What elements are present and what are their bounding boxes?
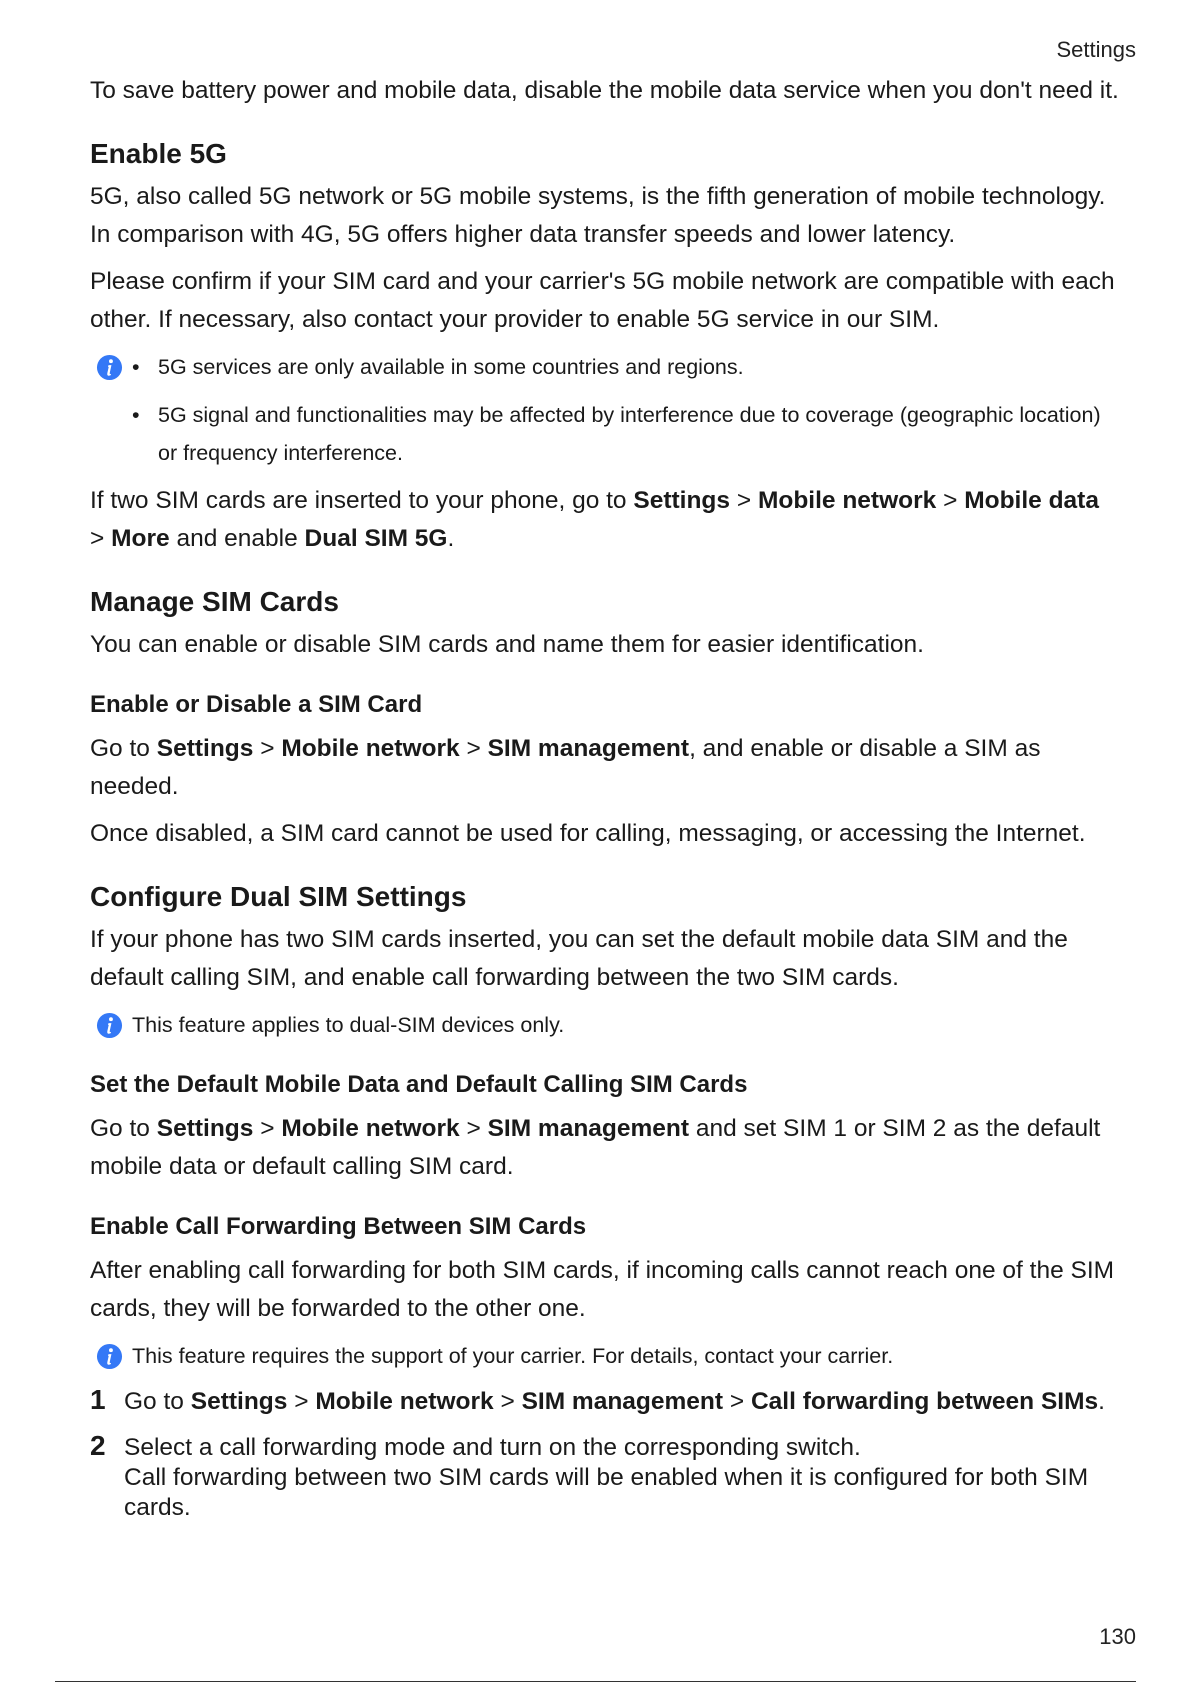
call-forwarding-heading: Enable Call Forwarding Between SIM Cards [90,1213,587,1240]
intro-paragraph: To save battery power and mobile data, disable the mobile data service when you don't need it. [90,77,1119,104]
ui-path-more: More [111,525,170,552]
list-item [128,396,1120,472]
list-item [128,348,1120,386]
step-number: 1 [90,1384,106,1415]
step-2 [90,1430,1120,1523]
path-separator: > [459,1115,488,1142]
ui-path-mobile-network: Mobile network [757,487,937,514]
footer-divider [55,1681,1136,1682]
path-separator: > [723,1388,751,1415]
carrier-note [90,1337,1120,1375]
ui-path-settings: Settings [190,1388,288,1415]
ui-path-sim-management: SIM management [487,1115,690,1142]
ui-path-dual-sim-5g: Dual SIM 5G [304,525,448,552]
text-run: . [447,525,455,552]
text-run: If two SIM cards are inserted to your phone, go to [90,487,634,514]
text-run: Go to [124,1388,191,1415]
bullet-icon: • [132,403,140,427]
manage-sim-paragraph-1: You can enable or disable SIM cards and name them for easier identification. [90,631,924,658]
running-header: Settings [1056,37,1136,62]
ui-path-mobile-network: Mobile network [281,1115,460,1142]
ui-path-mobile-data: Mobile data [964,487,1099,514]
path-separator: > [459,735,488,762]
page-content [90,72,1120,1539]
default-sim-heading: Set the Default Mobile Data and Default Calling SIM Cards [90,1071,748,1098]
enable-5g-paragraph-2: Please confirm if your SIM card and your carrier's 5G mobile network are compatible with each other. If necessary, also contact your provider to enable 5G service in our SIM. [90,268,1115,333]
note-item-text: 5G services are only available in some countries and regions. [158,355,744,379]
ui-path-settings: Settings [633,487,731,514]
note-text: This feature applies to dual-SIM devices only. [132,1013,565,1037]
ui-path-mobile-network: Mobile network [281,735,460,762]
text-run: and enable [169,525,305,552]
step-text: Select a call forwarding mode and turn on the corresponding switch. [124,1434,861,1461]
ui-path-settings: Settings [156,735,254,762]
steps-list [90,1384,1120,1523]
step-1 [90,1384,1120,1417]
manage-sim-paragraph-3: Once disabled, a SIM card cannot be used for calling, messaging, or accessing the Internet. [90,820,1086,847]
step-number: 2 [90,1430,106,1461]
default-sim-paragraph [90,1110,1120,1186]
dual-sim-paragraph-1: If your phone has two SIM cards inserted, you can set the default mobile data SIM and the default calling SIM, and enable call forwarding between the two SIM cards. [90,926,1068,991]
note-text: This feature requires the support of your carrier. For details, contact your carrier. [132,1344,894,1368]
enable-5g-note-list [90,348,1120,472]
page-number: 130 [1099,1624,1136,1649]
ui-path-settings: Settings [156,1115,254,1142]
enable-disable-sim-paragraph [90,730,1120,806]
text-run: . [1098,1388,1105,1415]
manage-sim-heading: Manage SIM Cards [90,586,339,617]
info-icon [96,1343,123,1370]
text-run: and set SIM 1 or SIM 2 as the default mobile data or default calling SIM card. [90,1115,1101,1180]
dual-sim-note [90,1006,1120,1044]
enable-5g-heading: Enable 5G [90,138,227,169]
note-item-text: 5G signal and functionalities may be affected by interference due to coverage (geographic location) or frequency interference. [158,403,1101,465]
ui-path-mobile-network: Mobile network [315,1388,494,1415]
path-separator: > [253,735,282,762]
info-icon [96,354,123,381]
info-icon [96,1012,123,1039]
path-separator: > [253,1115,282,1142]
text-run: Go to [90,1115,157,1142]
path-separator: > [730,487,758,514]
enable-5g-paragraph-1: 5G, also called 5G network or 5G mobile systems, is the fifth generation of mobile technology. In comparison with 4G, 5G offers higher data transfer speeds and lower latency. [90,183,1106,248]
path-separator: > [287,1388,316,1415]
ui-path-sim-management: SIM management [487,735,690,762]
bullet-icon: • [132,355,140,379]
path-separator: > [936,487,965,514]
ui-path-sim-management: SIM management [521,1388,724,1415]
text-run: , and enable or disable a SIM as needed. [90,735,1041,800]
ui-path-call-forwarding: Call forwarding between SIMs [750,1388,1099,1415]
text-run: Go to [90,735,157,762]
enable-disable-sim-heading: Enable or Disable a SIM Card [90,691,423,718]
call-forwarding-paragraph: After enabling call forwarding for both SIM cards, if incoming calls cannot reach one of the SIM cards, they will be forwarded to the other one. [90,1257,1115,1322]
step-sub-text: Call forwarding between two SIM cards will be enabled when it is configured for both SIM cards. [124,1464,1089,1521]
enable-5g-paragraph-3 [90,482,1120,558]
dual-sim-heading: Configure Dual SIM Settings [90,881,467,912]
enable-5g-note [90,348,1120,472]
path-separator: > [493,1388,522,1415]
path-separator: > [90,525,112,552]
